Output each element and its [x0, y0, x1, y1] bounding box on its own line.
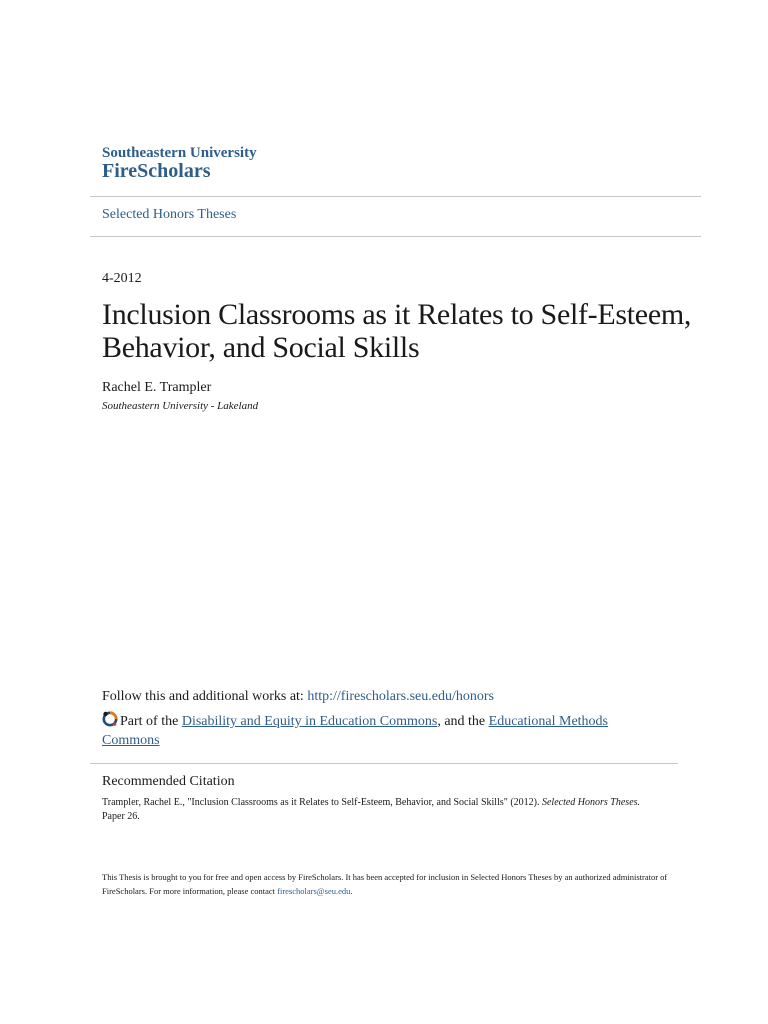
- author-name: Rachel E. Trampler: [102, 380, 212, 395]
- citation-heading: Recommended Citation: [102, 774, 235, 789]
- divider-top: [90, 196, 701, 197]
- follow-prefix: Follow this and additional works at:: [102, 689, 308, 704]
- access-note-suffix: .: [350, 885, 353, 896]
- citation-text: [102, 796, 672, 824]
- divider-citation: [90, 763, 678, 764]
- part-of-line: [102, 712, 662, 750]
- follow-url-link[interactable]: http://firescholars.seu.edu/honors: [307, 689, 494, 704]
- divider-below-series: [90, 236, 701, 237]
- repository-link[interactable]: FireScholars: [102, 160, 211, 182]
- contact-email-link[interactable]: firescholars@seu.edu: [277, 885, 351, 896]
- part-of-prefix: Part of the: [120, 714, 182, 729]
- commons-link-disability[interactable]: Disability and Equity in Education Commons: [181, 714, 438, 729]
- access-note-text: This Thesis is brought to you for free and open access by FireScholars. It has been accepted for inclusion in Selected Honors Theses by an authorized administrator of FireScholars. For more information, please contact: [102, 872, 668, 896]
- commons-link-educational-methods[interactable]: Educational Methods Commons: [102, 714, 609, 748]
- paper-title: Inclusion Classrooms as it Relates to Self-Esteem, Behavior, and Social Skills: [102, 298, 692, 364]
- series-link[interactable]: Selected Honors Theses: [102, 207, 237, 222]
- follow-line: [102, 689, 494, 705]
- author-affiliation: Southeastern University - Lakeland: [102, 400, 259, 412]
- part-of-between: , and the: [437, 714, 489, 729]
- open-access-note: [102, 871, 677, 898]
- citation-main: Trampler, Rachel E., "Inclusion Classrooms as it Relates to Self-Esteem, Behavior, and Social Skills" (2012).: [102, 797, 542, 808]
- citation-series: Selected Honors Theses.: [541, 797, 641, 808]
- citation-paper-number: Paper 26.: [102, 811, 140, 822]
- institution-name: Southeastern University: [102, 145, 257, 161]
- publication-date: 4-2012: [102, 271, 142, 286]
